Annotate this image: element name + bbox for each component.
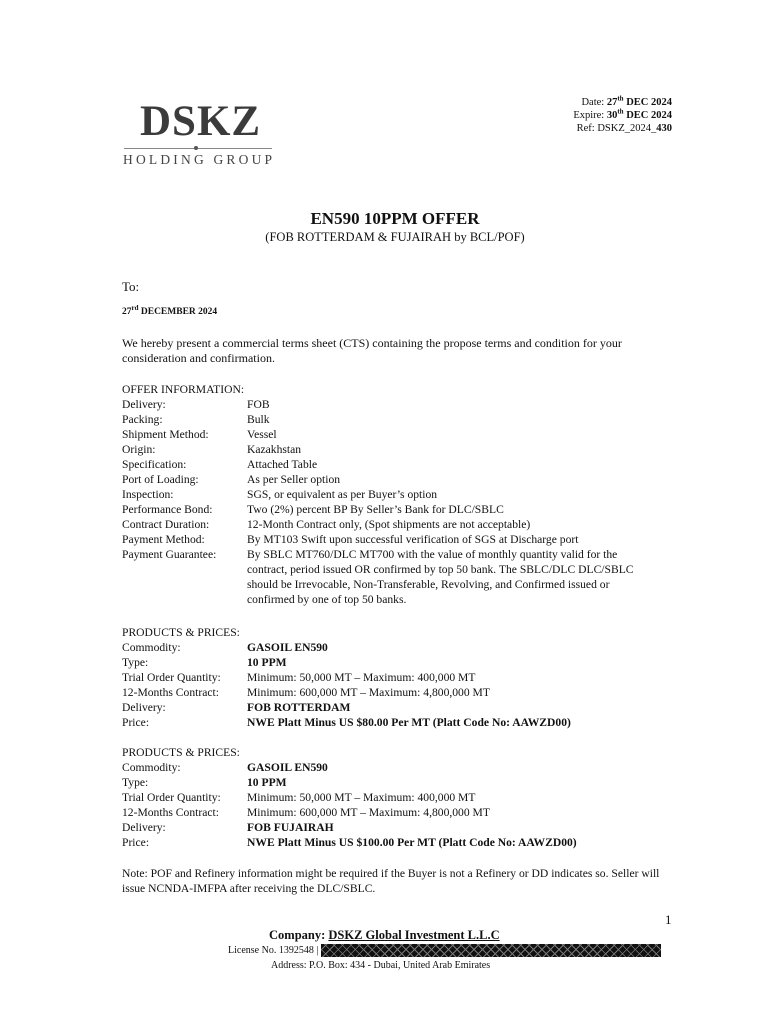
note-paragraph: Note: POF and Refinery information might be required if the Buyer is not a Refinery or DD indicates so. Seller will issue NCNDA-IMFPA after receiving the DLC/SBLC. (122, 867, 660, 895)
footer-address: Address: P.O. Box: 434 - Dubai, United Arab Emirates (271, 960, 491, 971)
offer-row: Contract Duration: 12-Month Contract only, (Spot shipments are not acceptable) (122, 518, 531, 531)
offer-row: Payment Guarantee: By SBLC MT760/DLC MT700 with the value of monthly quantity valid for the contract, period issued OR confirmed by top 50 bank. The SBLC/DLC DLC/SBLC should be Irrevocable, Non-Transferable, Revolving, and Confirmed issued or confirmed by one of top 50 banks. (122, 548, 634, 606)
redaction-block (321, 944, 661, 957)
recipient-label: To: (122, 279, 140, 294)
product-row: 12-Months Contract: Minimum: 600,000 MT – Maximum: 4,800,000 MT (122, 686, 490, 699)
offer-row: Performance Bond: Two (2%) percent BP By Seller’s Bank for DLC/SBLC (122, 503, 504, 516)
offer-row: Port of Loading: As per Seller option (122, 473, 341, 486)
footer-company: Company: DSKZ Global Investment L.L.C (269, 928, 500, 942)
section-title: PRODUCTS & PRICES: (122, 626, 240, 639)
footer-license: License No. 1392548 | (228, 944, 661, 957)
offer-row: Specification: Attached Table (122, 458, 318, 471)
offer-row: Shipment Method: Vessel (122, 428, 277, 441)
logo-wordmark: DSKZ (140, 98, 262, 145)
intro-paragraph: We hereby present a commercial terms sheet (CTS) containing the propose terms and condition for your consideration and confirmation. (122, 336, 622, 365)
product-row: 12-Months Contract: Minimum: 600,000 MT – Maximum: 4,800,000 MT (122, 806, 490, 819)
meta-date: Date: 27th DEC 2024 (581, 94, 672, 108)
product-row: Commodity: GASOIL EN590 (122, 761, 328, 774)
company-logo (120, 100, 276, 167)
section-title: OFFER INFORMATION: (122, 383, 245, 396)
page-number: 1 (665, 912, 672, 927)
offer-row: Inspection: SGS, or equivalent as per Buyer’s option (122, 488, 438, 501)
offer-row: Delivery: FOB (122, 398, 270, 411)
logo-subtitle: HOLDING GROUP (123, 152, 276, 167)
offer-row: Origin: Kazakhstan (122, 443, 302, 456)
offer-row: Packing: Bulk (122, 413, 270, 426)
product-row: Type: 10 PPM (122, 656, 287, 669)
product-row: Price: NWE Platt Minus US $80.00 Per MT (Platt Code No: AAWZD00) (122, 716, 571, 729)
products-prices-rotterdam (122, 625, 682, 730)
meta-expire: Expire: 30th DEC 2024 (573, 107, 672, 121)
product-row: Price: NWE Platt Minus US $100.00 Per MT (Platt Code No: AAWZD00) (122, 836, 577, 849)
document-title: EN590 10PPM OFFER (310, 209, 480, 228)
document-subtitle: (FOB ROTTERDAM & FUJAIRAH by BCL/POF) (265, 230, 525, 244)
offer-information-section (122, 382, 682, 607)
product-row: Trial Order Quantity: Minimum: 50,000 MT – Maximum: 400,000 MT (122, 791, 476, 804)
logo-divider (120, 144, 276, 153)
product-row: Delivery: FOB FUJAIRAH (122, 821, 334, 834)
letter-date: 27rd DECEMBER 2024 (122, 303, 218, 317)
offer-row: Payment Method: By MT103 Swift upon successful verification of SGS at Discharge port (122, 533, 579, 546)
products-prices-fujairah (122, 745, 682, 850)
meta-ref: Ref: DSKZ_2024_430 (576, 123, 672, 134)
product-row: Delivery: FOB ROTTERDAM (122, 701, 351, 714)
product-row: Type: 10 PPM (122, 776, 287, 789)
document-meta (573, 96, 672, 135)
section-title: PRODUCTS & PRICES: (122, 746, 240, 759)
product-row: Trial Order Quantity: Minimum: 50,000 MT – Maximum: 400,000 MT (122, 671, 476, 684)
product-row: Commodity: GASOIL EN590 (122, 641, 328, 654)
